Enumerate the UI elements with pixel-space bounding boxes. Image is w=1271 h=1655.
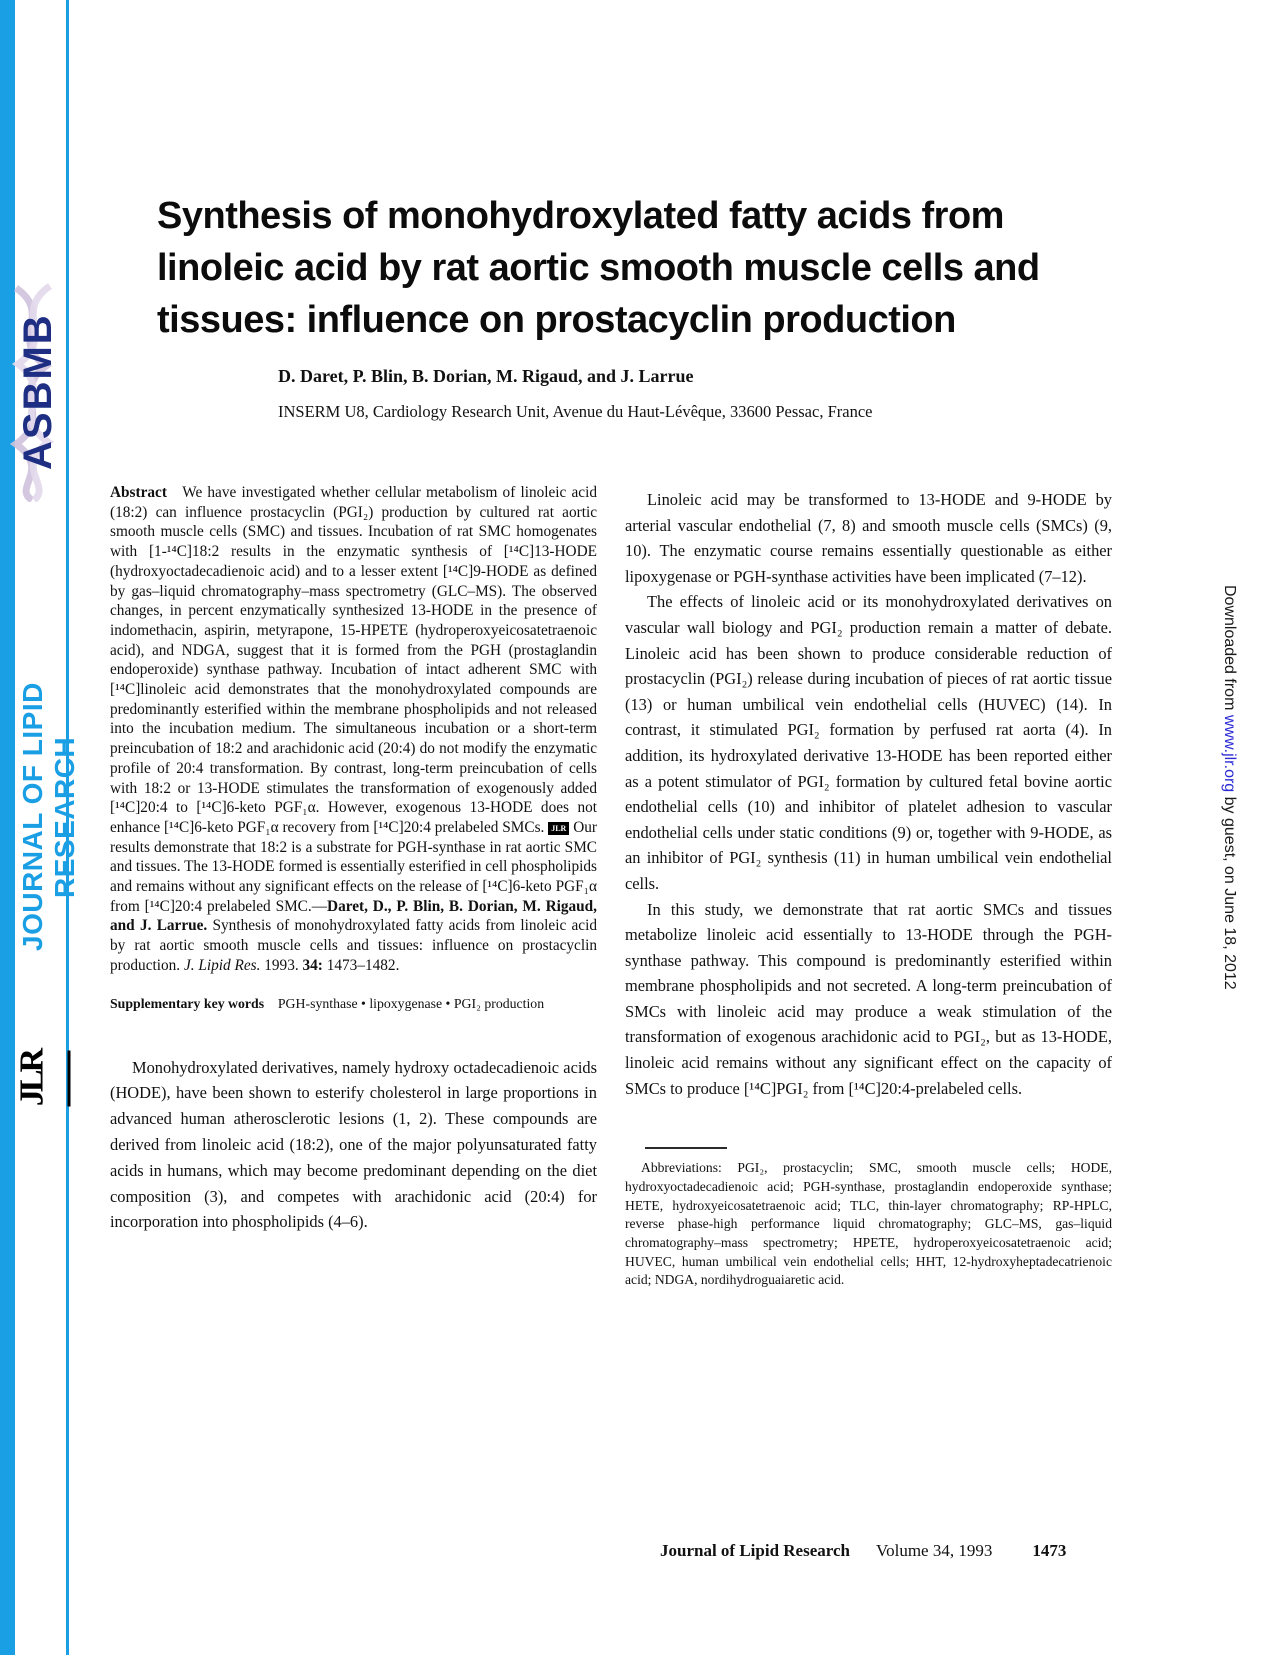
- abbreviations-footnote: Abbreviations: PGI₂, prostacyclin; SMC, smooth muscle cells; HODE, hydroxyoctadecadienoic acid; PGH-synthase, prostaglandin endoperoxide synthase; HETE, hydroxyeicosatetraenoic acid; TLC, thin-layer chromatography; RP-HPLC, reverse phase-high performance liquid chromatography; GLC–MS, gas–liquid chromatography–mass spectrometry; HPETE, hydroperoxyeicosatetraenoic acid; HUVEC, human umbilical vein endothelial cells; HHT, 12-hydroxyheptadecatrienoic acid; NDGA, nordihydroguaiaretic acid.: [625, 1160, 1112, 1288]
- title-line-2: linoleic acid by rat aortic smooth muscle cells and: [157, 247, 1040, 289]
- footer-journal-name: Journal of Lipid Research: [660, 1541, 851, 1560]
- download-watermark: [1212, 585, 1238, 1065]
- body-paragraph-3: In this study, we demonstrate that rat aortic SMCs and tissues metabolize linoleic acid essentially to 13-HODE through the PGH-synthase pathway. This compound is predominantly esterified within membrane phospholipids and not secreted. A long-term preincubation of SMCs with linoleic acid may produce a weak stimulation of the transformation of exogenous arachidonic acid to PGI₂, but as 13-HODE, linoleic acid remains without any significant effect on the capacity of SMCs to produce [¹⁴C]PGI₂ from [¹⁴C]20:4-prelabeled cells.: [625, 899, 1112, 1098]
- jlr-inline-icon: JLR: [548, 822, 569, 835]
- journal-title-vertical: JOURNAL OF LIPID RESEARCH: [17, 682, 80, 952]
- title-line-1: Synthesis of monohydroxylated fatty acids from: [157, 195, 1004, 237]
- title-line-3: tissues: influence on prostacyclin production: [157, 299, 956, 341]
- footer-page-number: 1473: [1032, 1541, 1067, 1560]
- page-footer: [660, 1541, 1100, 1561]
- author-list: D. Daret, P. Blin, B. Dorian, M. Rigaud, and J. Larrue: [278, 366, 694, 386]
- abstract-paragraph: Abstract We have investigated whether cellular metabolism of linoleic acid (18:2) can influence prostacyclin (PGI₂) production by cultured rat aortic smooth muscle cells (SMC) and tissues. Incubation of rat SMC homogenates with [1-¹⁴C]18:2 results in the enzymatic synthesis of [¹⁴C]13-HODE (hydroxyoctadecadienoic acid) and to a lesser extent [¹⁴C]9-HODE as defined by gas–liquid chromatography–mass spectrometry (GLC–MS). The observed changes, in percent enzymatically synthesized 13-HODE in the presence of indomethacin, aspirin, metyrapone, 15-HPETE (hydroperoxyeicosatetraenoic acid), and NDGA, suggest that it is formed from the PGH (prostaglandin endoperoxide) synthase pathway. Incubation of intact adherent SMC with [¹⁴C]linoleic acid demonstrates that the monohydroxylated compounds are predominantly esterified within the membrane phospholipids and not released into the incubation medium. The simultaneous incubation or a short-term preincubation of 18:2 and arachidonic acid (20:4) do not modify the enzymatic profile of 20:4 transformation. By contrast, long-term preincubation of cells with 18:2 or 13-HODE stimulates the transformation of exogenously added [¹⁴C]20:4 to [¹⁴C]6-keto PGF₁α. However, exogenous 13-HODE does not enhance [¹⁴C]6-keto PGF₁α recovery from [¹⁴C]20:4 prelabeled SMCs. JLR Our results demonstrate that 18:2 is a substrate for PGH-synthase in rat aortic SMC and tissues. The 13-HODE formed is essentially esterified in cell phospholipids and remains without any significant effects on the release of [¹⁴C]6-keto PGF₁α from [¹⁴C]20:4 prelabeled SMC.—Daret, D., P. Blin, B. Dorian, M. Rigaud, and J. Larrue. Synthesis of monohydroxylated fatty acids from linoleic acid by rat aortic smooth muscle cells and tissues: influence on prostacyclin production. J. Lipid Res. 1993. 34: 1473–1482.: [110, 484, 598, 974]
- article-title: [157, 190, 1107, 346]
- body-paragraph-2: The effects of linoleic acid or its monohydroxylated derivatives on vascular wall biology and PGI₂ production remain a matter of debate. Linoleic acid has been shown to produce considerable reduction of prostacyclin (PGI₂) release during incubation of pieces of rat aortic tissue (13) or human umbilical vein endothelial cells (HUVEC) (14). In contrast, it stimulated PGI₂ formation by perfused rat aorta (4). In addition, its hydroxylated derivative 13-HODE has been reported either as a potent stimulator of PGI₂ formation by cultured fetal bovine aortic endothelial cells (10) and inhibitor of platelet adhesion to vascular endothelial cells under static conditions (9) or, together with 9-HODE, as an inhibitor of PGI₂ synthesis (11) in human umbilical vein endothelial cells.: [625, 592, 1112, 893]
- footer-volume: Volume 34, 1993: [876, 1541, 993, 1560]
- left-column: [110, 483, 597, 1235]
- footnote-divider: [645, 1147, 727, 1149]
- jlr-url-link[interactable]: www.jlr.org: [1221, 714, 1238, 793]
- body-paragraph-1: Linoleic acid may be transformed to 13-HODE and 9-HODE by arterial vascular endothelial (7, 8) and smooth muscle cells (SMCs) (9, 10). The enzymatic course remains essentially questionable as either lipoxygenase or PGH-synthase activities have been implicated (7–12).: [625, 490, 1112, 586]
- watermark-prefix: Downloaded from: [1221, 585, 1238, 715]
- asbmb-logo: [2, 282, 66, 502]
- jlr-monogram: JLR: [0, 1051, 71, 1107]
- right-column: [625, 487, 1112, 1290]
- left-accent-bar: [0, 0, 15, 1655]
- supplementary-keywords: Supplementary key words PGH-synthase • lipoxygenase • PGI₂ production: [110, 995, 545, 1011]
- asbmb-label: ASBMB: [16, 313, 60, 471]
- intro-paragraph: Monohydroxylated derivatives, namely hydroxy octadecadienoic acids (HODE), have been shown to esterify cholesterol in large proportions in advanced human atherosclerotic lesions (1, 2). These compounds are derived from linoleic acid (18:2), one of the major polyunsaturated fatty acids in humans, which may become predominant depending on the diet composition (3), and competes with arachidonic acid (20:4) for incorporation into phospholipids (4–6).: [110, 1057, 597, 1232]
- watermark-suffix: by guest, on June 18, 2012: [1221, 792, 1238, 990]
- affiliation: INSERM U8, Cardiology Research Unit, Avenue du Haut-Lévêque, 33600 Pessac, France: [278, 402, 873, 421]
